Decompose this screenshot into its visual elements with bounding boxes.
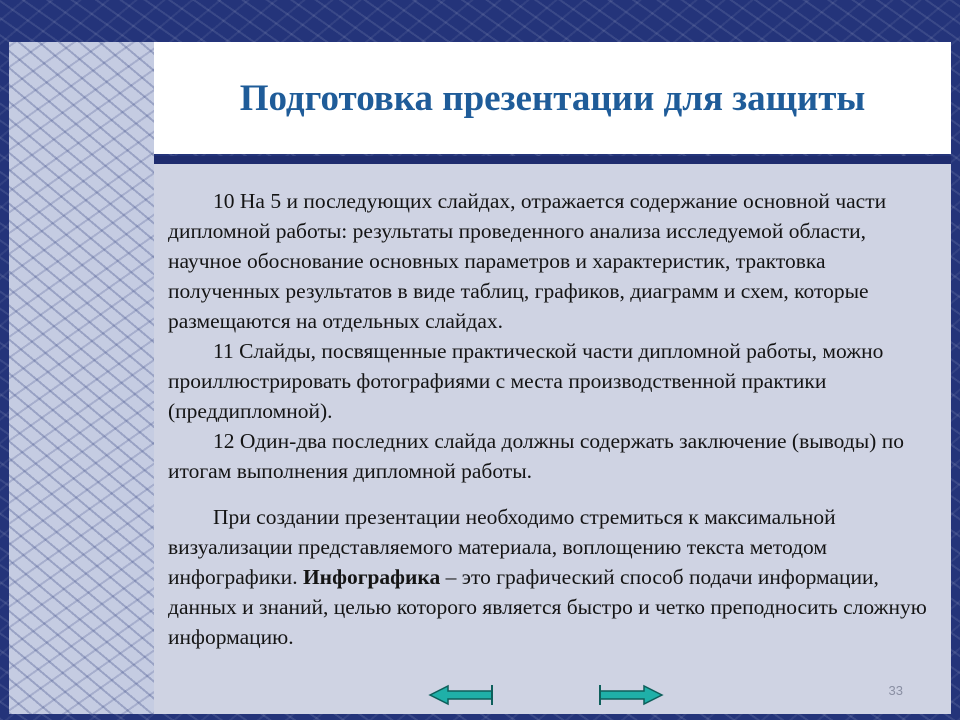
paragraph-infographics-after: – это графический способ подачи информации, данных и знаний, целью которого является быстро и четко преподносить сложную информацию.: [168, 565, 927, 649]
arrow-left-icon[interactable]: [426, 682, 498, 708]
paragraph-11: 11 Слайды, посвященные практической части дипломной работы, можно проиллюстрировать фотографиями с места производственной практики (преддипломной).: [168, 339, 884, 423]
arrow-right-icon[interactable]: [594, 682, 666, 708]
paragraph-infographics-before: При создании презентации необходимо стремиться к максимальной визуализации представляемого материала, воплощению текста методом инфографики.: [168, 505, 836, 589]
infographics-term: Инфографика: [302, 565, 441, 589]
paragraph-infographics: [168, 502, 936, 652]
paragraph-10: 10 На 5 и последующих слайдах, отражается содержание основной части дипломной работы: результаты проведенного анализа исследуемой области, научное обоснование основных параметров и характеристик, трактовка полученных результатов в виде таблиц, графиков, диаграмм и схем, которые размещаются на отдельных слайдах.: [168, 189, 887, 333]
paragraph-12: 12 Один-два последних слайда должны содержать заключение (выводы) по итогам выполнения дипломной работы.: [168, 429, 904, 483]
title-area: [154, 42, 951, 154]
slide-content: [154, 164, 951, 714]
body-text: [168, 186, 936, 652]
page-number: 33: [888, 683, 903, 698]
slide-title: Подготовка презентации для защиты: [239, 77, 866, 119]
decorative-side-panel: [9, 42, 154, 714]
title-divider: [154, 156, 951, 164]
